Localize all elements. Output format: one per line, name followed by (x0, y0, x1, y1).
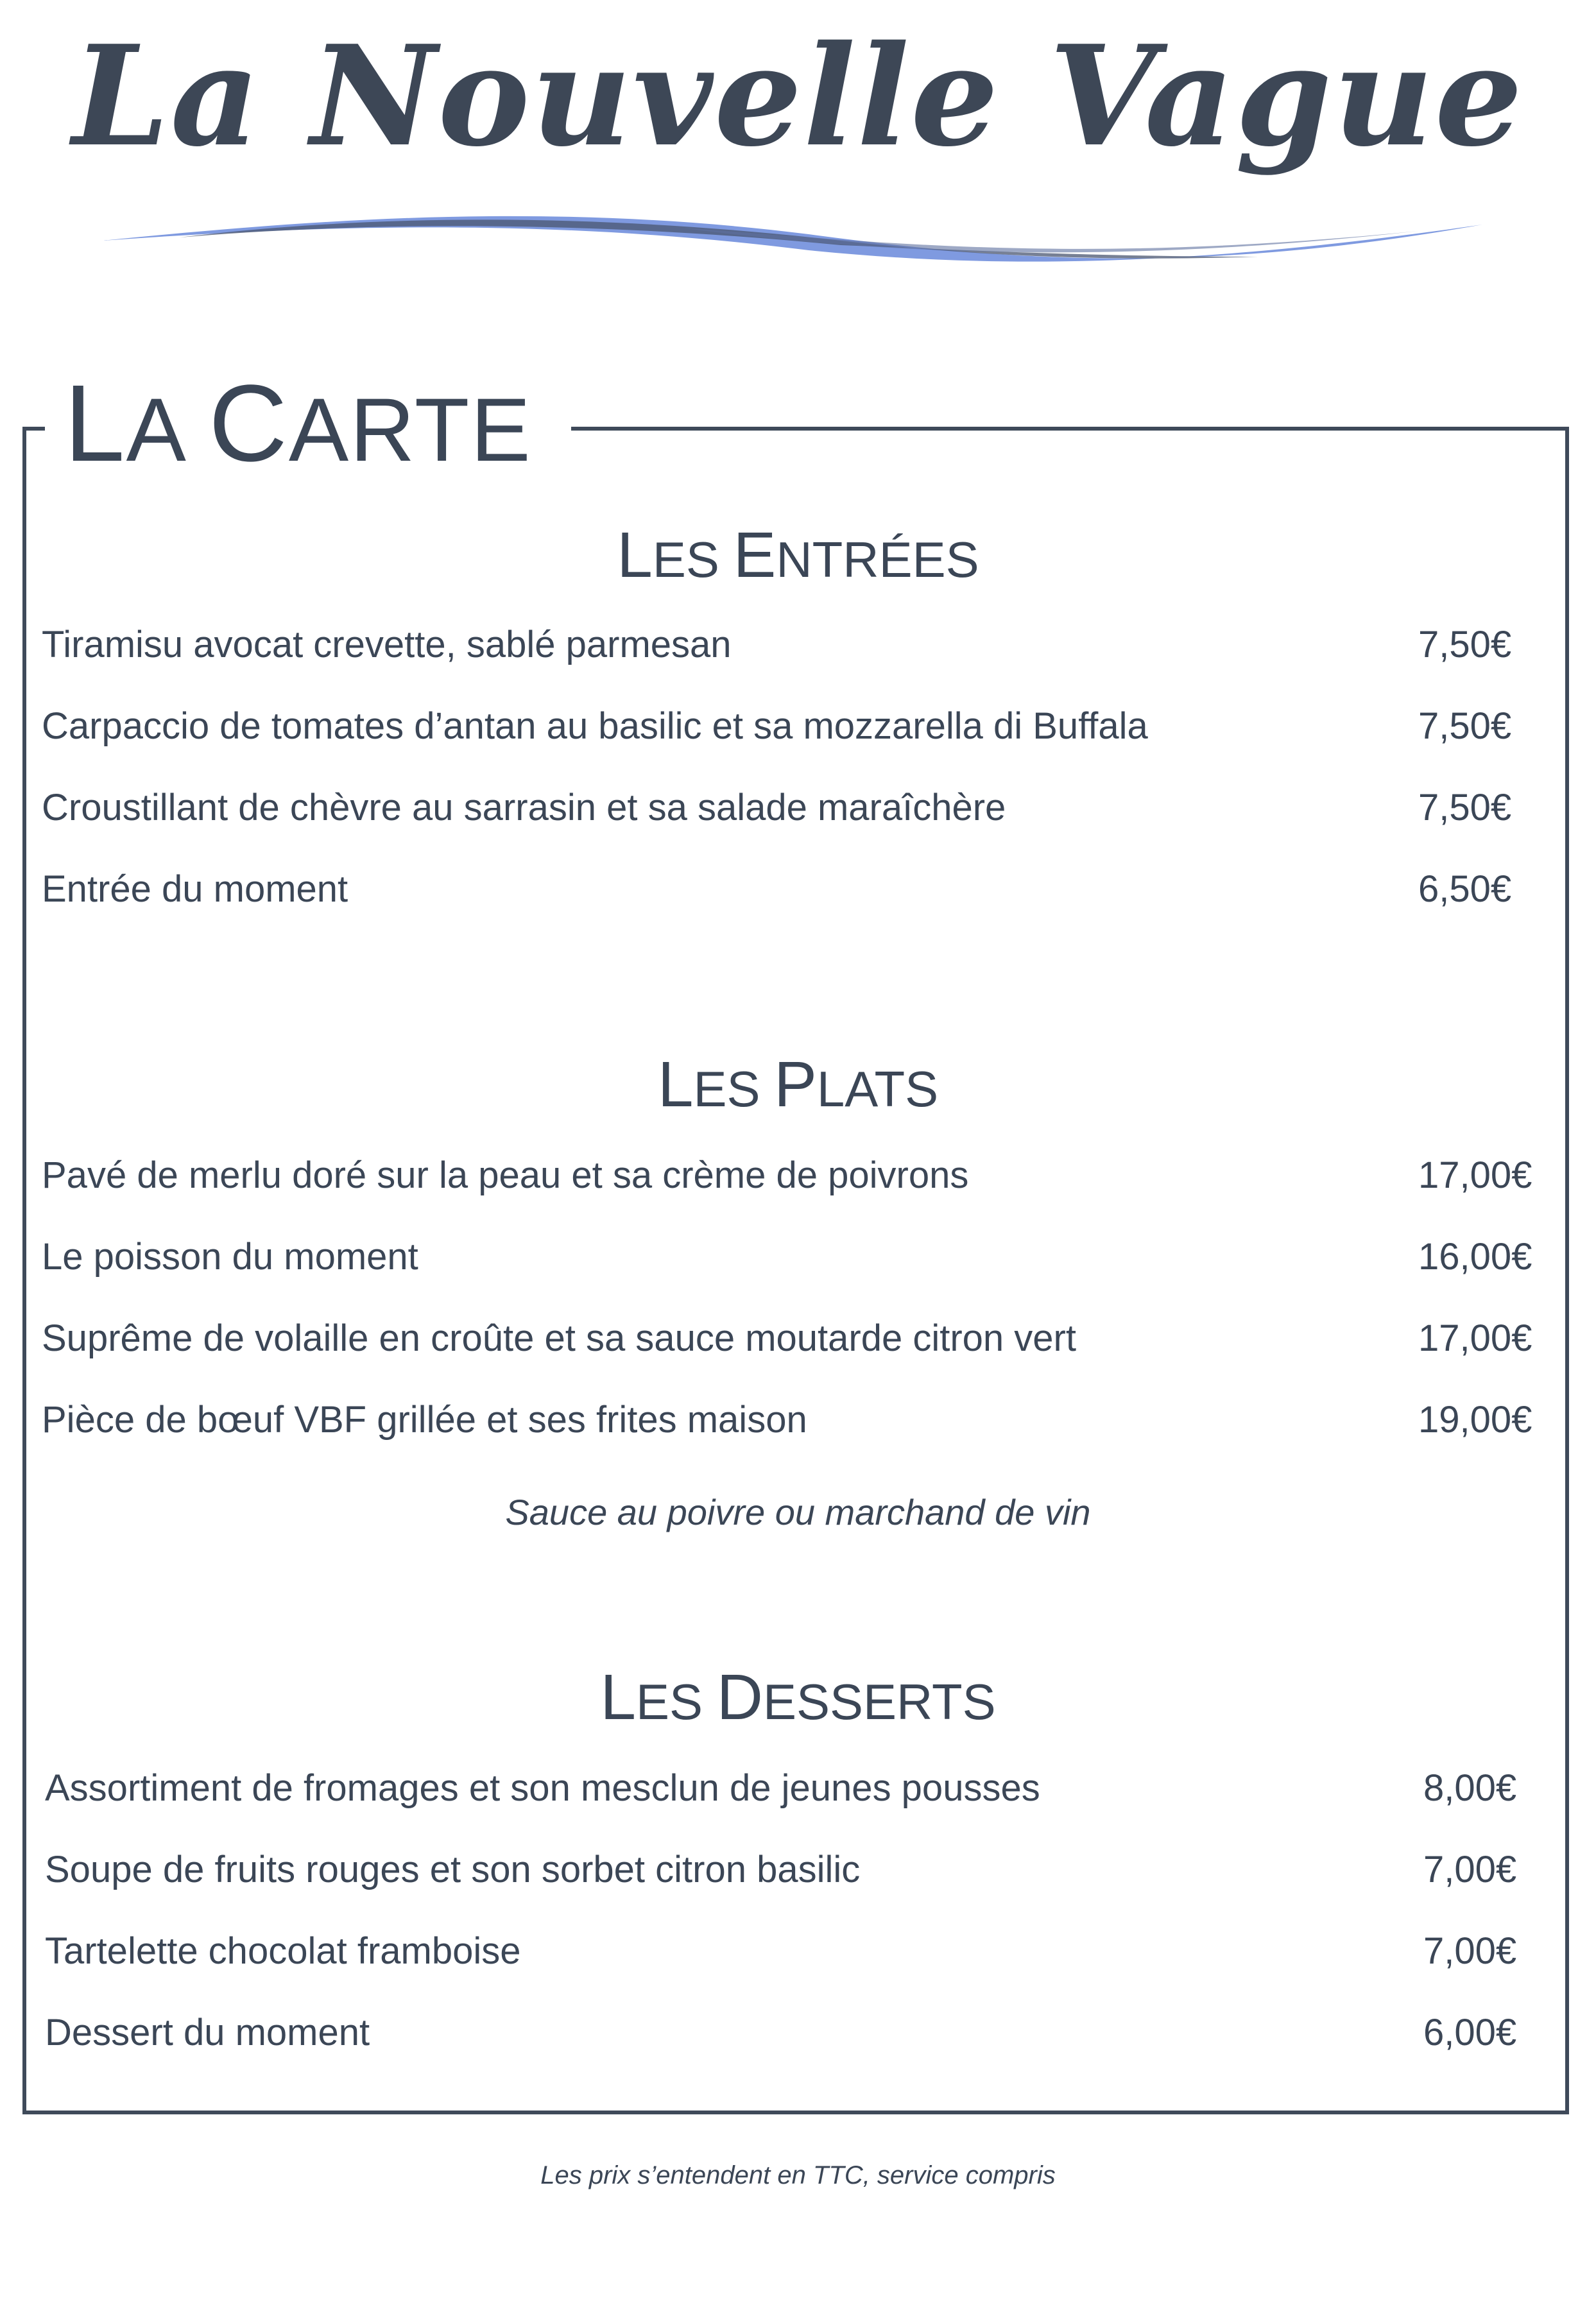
menu-item-name: Tiramisu avocat crevette, sablé parmesan (42, 624, 732, 665)
section-title-part: L (657, 1049, 694, 1120)
menu-item-price: 16,00€ (1418, 1236, 1532, 1278)
menu-item-price: 7,00€ (1423, 1930, 1517, 1972)
menu-item-name: Croustillant de chèvre au sarrasin et sa salade maraîchère (42, 787, 1006, 828)
menu-title-initial: L (64, 363, 126, 484)
section-title-part: ES (652, 531, 734, 588)
menu-item-price: 19,00€ (1418, 1399, 1532, 1441)
menu-item-name: Soupe de fruits rouges et son sorbet citron basilic (45, 1849, 861, 1890)
menu-item-price: 17,00€ (1418, 1317, 1532, 1359)
section-title-part: ESSERTS (762, 1674, 996, 1730)
section-title-part: P (774, 1049, 817, 1120)
section-title-entrees (0, 517, 1596, 598)
menu-item-name: Dessert du moment (45, 2012, 370, 2053)
section-title-plats (0, 1046, 1596, 1127)
section-title-part: D (716, 1661, 763, 1733)
footer-note: Les prix s’entendent en TTC, service compris (540, 2161, 1056, 2189)
section-title-part: NTRÉES (776, 531, 979, 588)
menu-item-price: 6,00€ (1423, 2012, 1517, 2053)
menu-item-name: Tartelette chocolat framboise (45, 1930, 521, 1972)
menu-item-name: Pavé de merlu doré sur la peau et sa crème de poivrons (42, 1154, 969, 1196)
menu-item-price: 8,00€ (1423, 1767, 1517, 1809)
section-title-part: L (617, 519, 653, 591)
menu-title (64, 359, 532, 494)
menu-title-rest2: ARTE (288, 379, 532, 480)
menu-title-initial2: C (209, 363, 289, 484)
section-title-part: LATS (816, 1061, 939, 1117)
sauce-note: Sauce au poivre ou marchand de vin (505, 1492, 1091, 1532)
menu-item-name: Pièce de bœuf VBF grillée et ses frites maison (42, 1399, 807, 1441)
menu-item-name: Suprême de volaille en croûte et sa sauce moutarde citron vert (42, 1317, 1076, 1359)
menu-item-price: 17,00€ (1418, 1154, 1532, 1196)
menu-item-name: Entrée du moment (42, 868, 348, 910)
menu-item-name: Carpaccio de tomates d’antan au basilic et sa mozzarella di Buffala (42, 705, 1148, 747)
menu-item-price: 7,50€ (1418, 705, 1512, 747)
section-title-part: ES (693, 1061, 775, 1117)
restaurant-name: La Nouvelle Vague (72, 15, 1524, 177)
section-title-part: ES (635, 1674, 717, 1730)
menu-item-price: 6,50€ (1418, 868, 1512, 910)
menu-title-rest1: A (126, 379, 209, 480)
section-title-part: E (733, 519, 777, 591)
menu-item-name: Assortiment de fromages et son mesclun de jeunes pousses (45, 1767, 1040, 1809)
menu-item-price: 7,00€ (1423, 1849, 1517, 1890)
menu-item-name: Le poisson du moment (42, 1236, 418, 1278)
section-title-part: L (600, 1661, 636, 1733)
menu-item-price: 7,50€ (1418, 787, 1512, 828)
section-title-desserts (0, 1659, 1596, 1740)
wave-decoration (103, 205, 1482, 289)
menu-item-price: 7,50€ (1418, 624, 1512, 665)
